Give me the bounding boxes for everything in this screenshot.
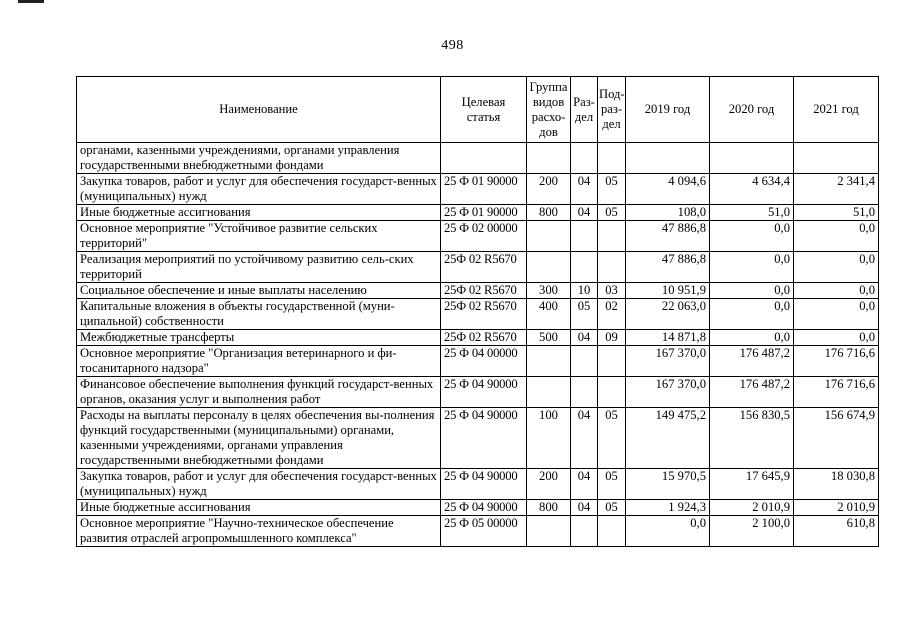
row-value-2021: 156 674,9 bbox=[794, 408, 879, 469]
row-target-article bbox=[441, 143, 527, 174]
row-value-2019: 10 951,9 bbox=[626, 283, 710, 299]
row-section bbox=[571, 221, 598, 252]
table-row bbox=[77, 469, 879, 500]
row-section bbox=[571, 252, 598, 283]
row-section bbox=[571, 516, 598, 547]
row-subsection bbox=[598, 252, 626, 283]
budget-table bbox=[76, 76, 879, 547]
row-name: Капитальные вложения в объекты государственной (муни-ципальной) собственности bbox=[77, 299, 441, 330]
row-value-2020: 0,0 bbox=[710, 330, 794, 346]
row-value-2019: 47 886,8 bbox=[626, 221, 710, 252]
row-expense-group: 200 bbox=[527, 469, 571, 500]
row-value-2021: 0,0 bbox=[794, 283, 879, 299]
row-target-article: 25 Ф 01 90000 bbox=[441, 205, 527, 221]
row-value-2020: 2 100,0 bbox=[710, 516, 794, 547]
table-row bbox=[77, 252, 879, 283]
header-subsection-line2: раз- bbox=[600, 102, 623, 116]
table-row bbox=[77, 221, 879, 252]
row-target-article: 25 Ф 04 90000 bbox=[441, 500, 527, 516]
row-target-article: 25Ф 02 R5670 bbox=[441, 330, 527, 346]
row-target-article: 25 Ф 01 90000 bbox=[441, 174, 527, 205]
row-name: Основное мероприятие "Научно-техническое обеспечение развития отраслей агропромышленного комплекса" bbox=[77, 516, 441, 547]
table-header-row bbox=[77, 77, 879, 143]
header-name: Наименование bbox=[77, 77, 441, 143]
row-section bbox=[571, 143, 598, 174]
header-section-line1: Раз- bbox=[573, 94, 595, 109]
row-subsection: 02 bbox=[598, 299, 626, 330]
row-subsection bbox=[598, 346, 626, 377]
table-row bbox=[77, 346, 879, 377]
row-subsection: 05 bbox=[598, 205, 626, 221]
header-group-line2: видов bbox=[532, 94, 565, 109]
header-target-article bbox=[441, 77, 527, 143]
row-subsection: 03 bbox=[598, 283, 626, 299]
row-name: Расходы на выплаты персоналу в целях обеспечения вы-полнения функций государственными (муниципальными) органами, казенными учреждениями, органами управления государственными внебюджетными фондами bbox=[77, 408, 441, 469]
header-subsection bbox=[598, 77, 626, 143]
table-row bbox=[77, 205, 879, 221]
row-section: 04 bbox=[571, 205, 598, 221]
table-row bbox=[77, 377, 879, 408]
row-value-2021: 2 341,4 bbox=[794, 174, 879, 205]
row-value-2021: 176 716,6 bbox=[794, 346, 879, 377]
row-value-2021: 610,8 bbox=[794, 516, 879, 547]
row-value-2020: 4 634,4 bbox=[710, 174, 794, 205]
row-expense-group: 200 bbox=[527, 174, 571, 205]
table-row bbox=[77, 500, 879, 516]
row-section: 04 bbox=[571, 174, 598, 205]
row-value-2021: 2 010,9 bbox=[794, 500, 879, 516]
scan-corner-mark bbox=[18, 0, 44, 3]
row-subsection bbox=[598, 143, 626, 174]
row-value-2019: 0,0 bbox=[626, 516, 710, 547]
row-value-2021: 176 716,6 bbox=[794, 377, 879, 408]
row-target-article: 25Ф 02 R5670 bbox=[441, 299, 527, 330]
row-subsection: 05 bbox=[598, 408, 626, 469]
header-group-line3: расхо- bbox=[531, 109, 566, 124]
row-section: 04 bbox=[571, 408, 598, 469]
row-value-2021: 0,0 bbox=[794, 221, 879, 252]
row-target-article: 25 Ф 02 00000 bbox=[441, 221, 527, 252]
table-row bbox=[77, 143, 879, 174]
row-target-article: 25 Ф 04 90000 bbox=[441, 408, 527, 469]
row-value-2021: 18 030,8 bbox=[794, 469, 879, 500]
row-value-2021: 0,0 bbox=[794, 330, 879, 346]
row-value-2020: 2 010,9 bbox=[710, 500, 794, 516]
header-year-2019: 2019 год bbox=[626, 77, 710, 143]
row-name: Иные бюджетные ассигнования bbox=[77, 500, 441, 516]
row-value-2020: 176 487,2 bbox=[710, 377, 794, 408]
row-subsection bbox=[598, 221, 626, 252]
table-row bbox=[77, 283, 879, 299]
header-code-line2: статья bbox=[466, 109, 501, 124]
row-expense-group bbox=[527, 377, 571, 408]
row-name: Иные бюджетные ассигнования bbox=[77, 205, 441, 221]
row-section bbox=[571, 346, 598, 377]
table-row bbox=[77, 408, 879, 469]
row-name: органами, казенными учреждениями, органами управления государственными внебюджетными фондами bbox=[77, 143, 441, 174]
row-name: Социальное обеспечение и иные выплаты населению bbox=[77, 283, 441, 299]
row-name: Закупка товаров, работ и услуг для обеспечения государст-венных (муниципальных) нужд bbox=[77, 174, 441, 205]
row-value-2020: 0,0 bbox=[710, 299, 794, 330]
row-name: Основное мероприятие "Организация ветеринарного и фи-тосанитарного надзора" bbox=[77, 346, 441, 377]
header-year-2020: 2020 год bbox=[710, 77, 794, 143]
row-section: 04 bbox=[571, 469, 598, 500]
row-target-article: 25 Ф 04 90000 bbox=[441, 377, 527, 408]
row-subsection: 05 bbox=[598, 500, 626, 516]
row-value-2020: 17 645,9 bbox=[710, 469, 794, 500]
row-target-article: 25Ф 02 R5670 bbox=[441, 283, 527, 299]
row-expense-group: 300 bbox=[527, 283, 571, 299]
header-section bbox=[571, 77, 598, 143]
row-value-2019: 1 924,3 bbox=[626, 500, 710, 516]
row-name: Межбюджетные трансферты bbox=[77, 330, 441, 346]
row-value-2021: 0,0 bbox=[794, 299, 879, 330]
table-row bbox=[77, 174, 879, 205]
page-number: 498 bbox=[441, 38, 464, 53]
row-expense-group bbox=[527, 346, 571, 377]
row-expense-group: 800 bbox=[527, 500, 571, 516]
row-target-article: 25Ф 02 R5670 bbox=[441, 252, 527, 283]
row-section: 04 bbox=[571, 500, 598, 516]
row-target-article: 25 Ф 04 90000 bbox=[441, 469, 527, 500]
row-expense-group bbox=[527, 516, 571, 547]
header-subsection-line3: дел bbox=[602, 117, 621, 131]
row-value-2020: 0,0 bbox=[710, 283, 794, 299]
row-value-2019: 149 475,2 bbox=[626, 408, 710, 469]
row-value-2020: 156 830,5 bbox=[710, 408, 794, 469]
row-value-2020 bbox=[710, 143, 794, 174]
row-subsection: 09 bbox=[598, 330, 626, 346]
header-group-line1: Группа bbox=[529, 79, 568, 94]
row-expense-group bbox=[527, 252, 571, 283]
row-value-2019: 14 871,8 bbox=[626, 330, 710, 346]
row-subsection: 05 bbox=[598, 469, 626, 500]
row-value-2020: 0,0 bbox=[710, 221, 794, 252]
row-subsection bbox=[598, 516, 626, 547]
row-expense-group: 500 bbox=[527, 330, 571, 346]
row-expense-group: 100 bbox=[527, 408, 571, 469]
row-value-2019: 47 886,8 bbox=[626, 252, 710, 283]
row-expense-group bbox=[527, 221, 571, 252]
row-name: Реализация мероприятий по устойчивому развитию сель-ских территорий bbox=[77, 252, 441, 283]
row-value-2019: 167 370,0 bbox=[626, 346, 710, 377]
table-row bbox=[77, 516, 879, 547]
row-expense-group bbox=[527, 143, 571, 174]
row-value-2021: 0,0 bbox=[794, 252, 879, 283]
row-subsection bbox=[598, 377, 626, 408]
row-value-2019: 15 970,5 bbox=[626, 469, 710, 500]
header-code-line1: Целевая bbox=[461, 94, 506, 109]
row-value-2019: 167 370,0 bbox=[626, 377, 710, 408]
row-section: 04 bbox=[571, 330, 598, 346]
row-name: Финансовое обеспечение выполнения функций государст-венных органов, оказания услуг и выполнения работ bbox=[77, 377, 441, 408]
row-value-2019: 108,0 bbox=[626, 205, 710, 221]
row-value-2020: 51,0 bbox=[710, 205, 794, 221]
header-subsection-line1: Под- bbox=[599, 87, 625, 101]
row-value-2021 bbox=[794, 143, 879, 174]
row-value-2021: 51,0 bbox=[794, 205, 879, 221]
row-target-article: 25 Ф 04 00000 bbox=[441, 346, 527, 377]
header-year-2021: 2021 год bbox=[794, 77, 879, 143]
row-expense-group: 800 bbox=[527, 205, 571, 221]
row-value-2020: 0,0 bbox=[710, 252, 794, 283]
header-group-line4: дов bbox=[539, 124, 558, 139]
row-name: Основное мероприятие "Устойчивое развитие сельских территорий" bbox=[77, 221, 441, 252]
header-expense-group bbox=[527, 77, 571, 143]
row-subsection: 05 bbox=[598, 174, 626, 205]
row-value-2020: 176 487,2 bbox=[710, 346, 794, 377]
row-expense-group: 400 bbox=[527, 299, 571, 330]
row-section: 05 bbox=[571, 299, 598, 330]
row-section: 10 bbox=[571, 283, 598, 299]
row-section bbox=[571, 377, 598, 408]
row-name: Закупка товаров, работ и услуг для обеспечения государст-венных (муниципальных) нужд bbox=[77, 469, 441, 500]
table-row bbox=[77, 299, 879, 330]
row-value-2019 bbox=[626, 143, 710, 174]
row-target-article: 25 Ф 05 00000 bbox=[441, 516, 527, 547]
table-row bbox=[77, 330, 879, 346]
row-value-2019: 22 063,0 bbox=[626, 299, 710, 330]
header-section-line2: дел bbox=[574, 109, 594, 124]
table-body bbox=[77, 143, 879, 547]
row-value-2019: 4 094,6 bbox=[626, 174, 710, 205]
